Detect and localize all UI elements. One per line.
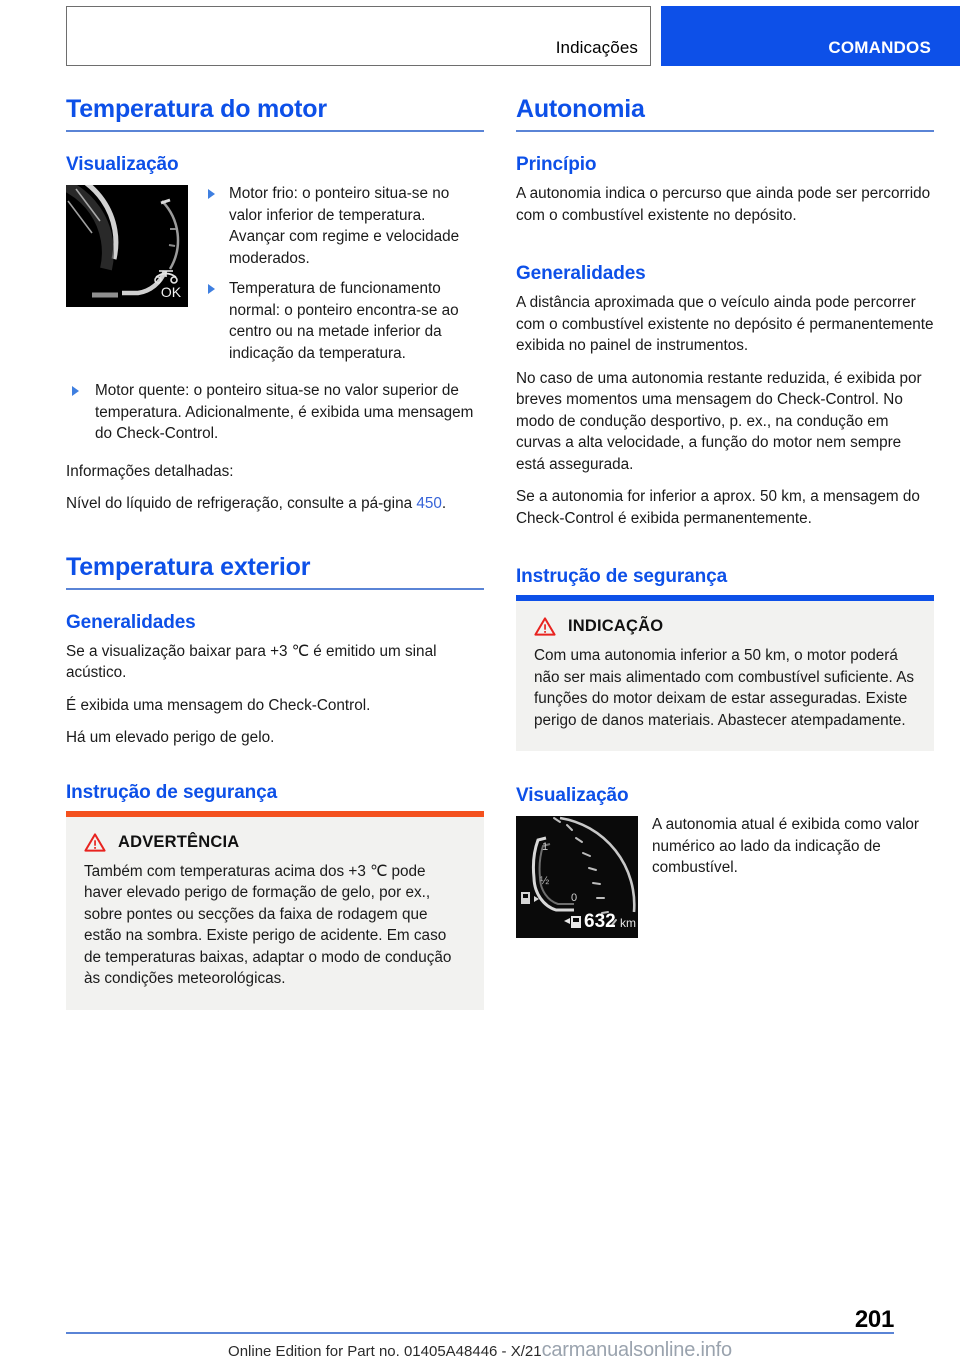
reference-suffix: . [441, 495, 447, 512]
notice-box-text: Com uma autonomia inferior a 50 km, o motor poderá não ser mais alimentado com combustível suficiente. As funções do motor deixam de estar asseguradas. Existe perigo de danos materiais. Abastecer atempadamente. [534, 647, 915, 729]
list-item [202, 278, 484, 364]
gauge-label-empty: 0 [571, 892, 578, 904]
triangle-bullet-icon [208, 284, 215, 294]
section-heading-instrucao-seguranca-right: Instrução de segurança [516, 566, 728, 587]
warning-triangle-icon [84, 833, 106, 852]
section-heading-instrucao-seguranca-left: Instrução de segurança [66, 781, 278, 803]
warning-box-text: Também com temperaturas acima dos +3 ℃ pode haver elevado perigo de formação de gelo, por ex., sobre pontes ou secções da faixa de rodagem que estão na sombra. Existe perigo de acidente. Em caso de temperaturas baixas, adaptar o modo de condução às condições meteorológicas. [84, 862, 452, 987]
page-reference-link[interactable]: 450 [416, 495, 442, 512]
tab-indicacoes-label: Indicações [555, 38, 638, 57]
list-item [202, 183, 484, 269]
watermark-text: carmanualsonline.info [541, 1339, 732, 1361]
warning-triangle-icon [534, 617, 556, 636]
range-unit: km [620, 916, 636, 930]
fuel-range-gauge-image [516, 816, 638, 938]
triangle-bullet-icon [72, 386, 79, 396]
list-item-text: Temperatura de funcionamento normal: o ponteiro encontra-se ao centro ou na metade inferior da indicação da temperatura. [229, 280, 459, 362]
figure-text-temperature [202, 183, 484, 364]
paragraph: A distância aproximada que o veículo ainda pode percorrer com o combustível existente no depósito é permanentemente exibida no painel de instrumentos. [516, 294, 934, 354]
right-column [516, 96, 934, 944]
section-heading-generalidades-left: Generalidades [66, 611, 196, 633]
edition-note-text: Online Edition for Part no. 01405A48446 - X/21 [228, 1343, 542, 1360]
chapter-title-autonomia: Autonomia [516, 95, 645, 123]
warning-box-header [84, 833, 466, 852]
engine-temperature-gauge-image [66, 185, 188, 307]
reference-prefix: Nível do líquido de refrigeração, consulte a pá-gina [66, 495, 417, 512]
paragraph: Se a autonomia for inferior a aprox. 50 km, a mensagem do Check-Control é exibida permanentemente. [516, 488, 920, 527]
section-heading-principio: Princípio [516, 154, 597, 175]
chapter-rule [66, 130, 484, 132]
notice-box-title: INDICAÇÃO [568, 617, 664, 635]
page-header [0, 6, 960, 68]
bullet-list-temperature [202, 183, 484, 364]
gauge-label-half: ½ [540, 875, 550, 887]
chapter-title-temperatura-exterior: Temperatura exterior [66, 552, 311, 581]
coolant-reference-text [66, 493, 484, 515]
paragraph: Há um elevado perigo de gelo. [66, 729, 275, 746]
chapter-rule [66, 588, 484, 590]
detailed-info-label: Informações detalhadas: [66, 462, 234, 480]
figure-text-autonomia [652, 814, 934, 879]
paragraph: Se a visualização baixar para +3 ℃ é emitido um sinal acústico. [66, 642, 437, 681]
paragraph-principio: A autonomia indica o percurso que ainda pode ser percorrido com o combustível existente no depósito. [516, 185, 931, 224]
range-value: 632 [584, 911, 616, 932]
page-number: 201 [854, 1306, 894, 1333]
triangle-bullet-icon [208, 189, 215, 199]
paragraph-visualizacao: A autonomia atual é exibida como valor numérico ao lado da indicação de combustível. [652, 816, 920, 876]
chapter-rule [516, 130, 934, 132]
section-heading-visualizacao: Visualização [66, 154, 179, 175]
warning-box-advertencia [66, 811, 484, 1010]
tab-comandos[interactable] [661, 6, 960, 66]
section-heading-visualizacao-right: Visualização [516, 785, 629, 806]
figure-block-temperature [66, 183, 484, 364]
warning-box-title: ADVERTÊNCIA [118, 832, 240, 851]
section-heading-generalidades-right: Generalidades [516, 263, 646, 284]
figure-block-autonomia [516, 814, 934, 944]
gauge-label-full: 1 [542, 841, 549, 853]
chapter-title-temperatura-motor: Temperatura do motor [66, 95, 327, 123]
tab-indicacoes[interactable] [66, 6, 651, 66]
page-footer [0, 1306, 960, 1362]
footer-note [0, 1339, 960, 1362]
list-item-text: Motor frio: o ponteiro situa-se no valor inferior de temperatura. Avançar com regime e velocidade moderados. [229, 185, 460, 267]
left-column [66, 96, 484, 1010]
notice-box-header [534, 617, 916, 636]
list-item-text: Motor quente: o ponteiro situa-se no valor superior de temperatura. Adicionalmente, é exibida uma mensagem do Check-Control. [95, 382, 474, 442]
footer-divider [66, 1332, 894, 1334]
list-item [66, 380, 484, 445]
paragraph: É exibida uma mensagem do Check-Control. [66, 696, 371, 714]
tab-comandos-label: COMANDOS [828, 38, 931, 57]
svg-text:OK: OK [160, 284, 182, 300]
bullet-list-motor-quente [66, 380, 484, 445]
paragraph: No caso de uma autonomia restante reduzida, é exibida por breves momentos uma mensagem do Check-Control. No modo de condução desportivo, p. ex., na condução em curvas a alta velocidade, a função do motor nem sempre está assegurada. [516, 369, 922, 473]
notice-box-indicacao [516, 595, 934, 751]
